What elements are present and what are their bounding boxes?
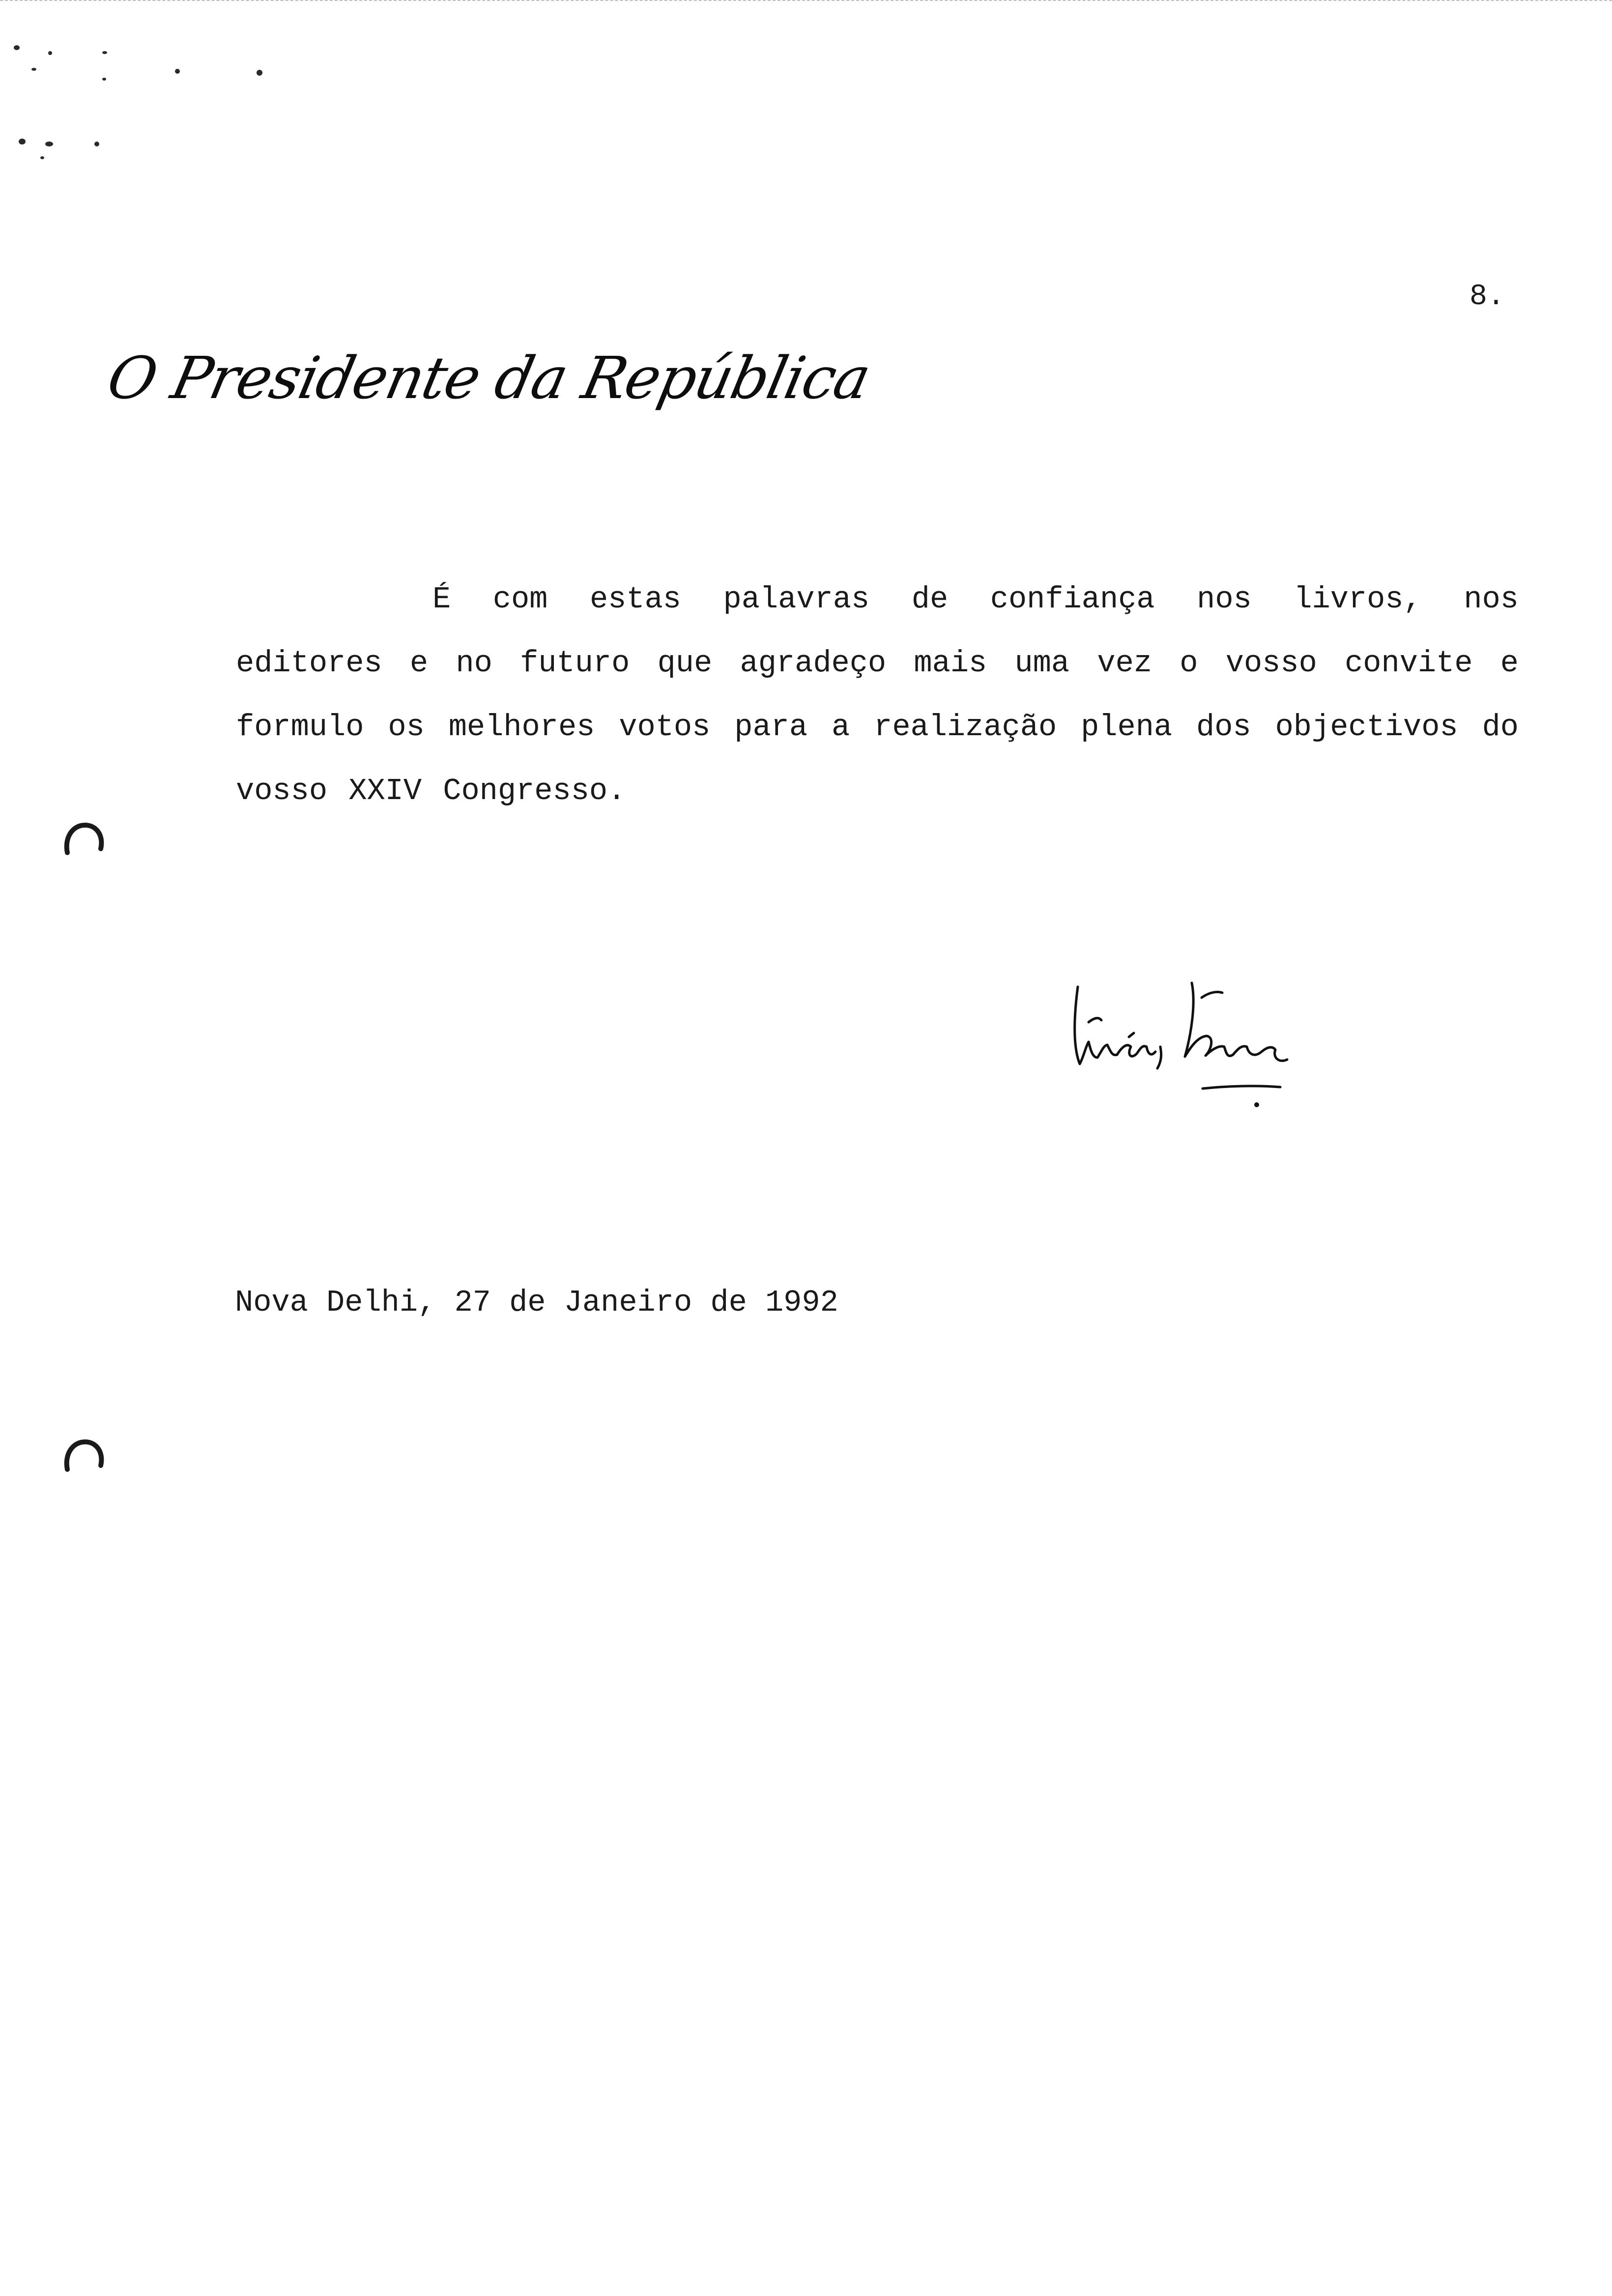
place-date: Nova Delhi, 27 de Janeiro de 1992 [235, 1285, 838, 1320]
signature-mark [1069, 963, 1295, 1120]
punch-hole-icon [61, 818, 106, 862]
scan-specks [0, 0, 295, 197]
punch-hole-icon [61, 1435, 106, 1479]
page-number: 8. [1469, 280, 1505, 314]
body-paragraph: É com estas palavras de confiança nos livros, nos editores e no futuro que agradeço mais uma vez o vosso convite e formulo os melhores votos para a realização plena dos objectivos do vosso XXIV Congresso. [236, 582, 1519, 808]
letterhead-title: O Presidente da República [101, 344, 876, 412]
